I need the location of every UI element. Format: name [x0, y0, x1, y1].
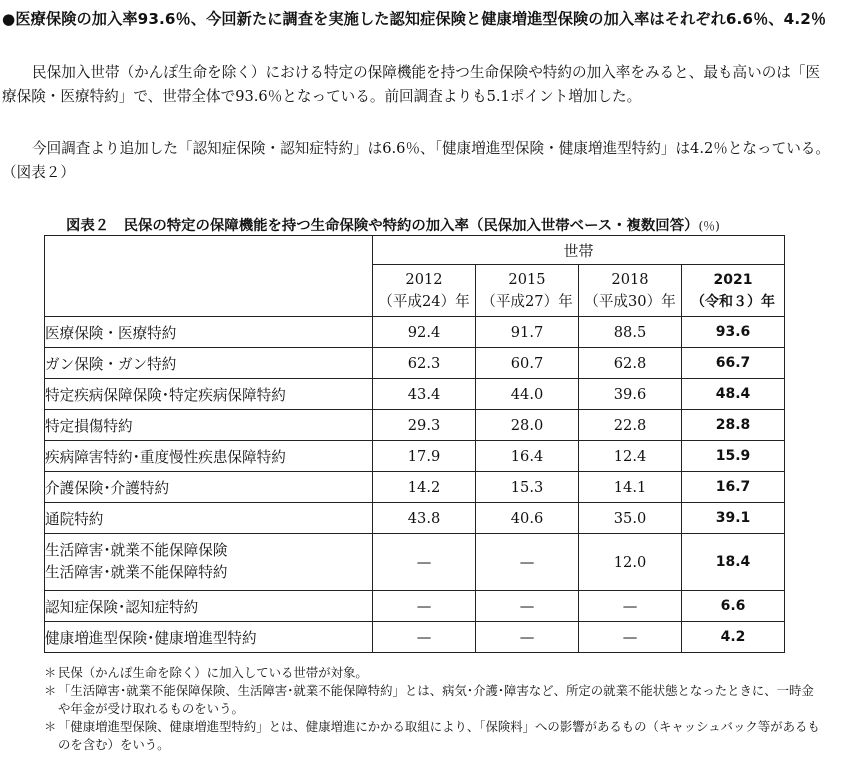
row-label: 疾病障害特約･重度慢性疾患保障特約	[45, 441, 373, 472]
year-header-2012: 2012 （平成24）年	[373, 265, 476, 317]
value-cell: 14.2	[373, 472, 476, 503]
value-cell: 22.8	[579, 410, 682, 441]
value-cell: 93.6	[682, 317, 785, 348]
value-cell: —	[579, 622, 682, 653]
value-cell: —	[476, 534, 579, 591]
year-header-2015: 2015 （平成27）年	[476, 265, 579, 317]
table-unit: (％)	[698, 219, 720, 233]
value-cell: 15.9	[682, 441, 785, 472]
value-cell: —	[373, 534, 476, 591]
value-cell: 14.1	[579, 472, 682, 503]
row-label: 特定疾病保障保険･特定疾病保障特約	[45, 379, 373, 410]
value-cell: 12.0	[579, 534, 682, 591]
table-row	[45, 441, 785, 472]
value-cell: —	[476, 622, 579, 653]
footnote-3: ＊ 「健康増進型保険、健康増進型特約」とは、健康増進にかかる取組により、「保険料」への影響があるもの（キャッシュバック等があるものを含む）をいう。	[44, 719, 820, 752]
table-row	[45, 622, 785, 653]
value-cell: 39.6	[579, 379, 682, 410]
footnote-2: ＊ 「生活障害･就業不能保障保険、生活障害･就業不能保障特約」とは、病気･介護･障害など、所定の就業不能状態となったときに、一時金や年金が受け取れるものをいう。	[44, 683, 814, 716]
value-cell: 15.3	[476, 472, 579, 503]
value-cell: 12.4	[579, 441, 682, 472]
value-cell: 43.4	[373, 379, 476, 410]
value-cell: 29.3	[373, 410, 476, 441]
value-cell: 4.2	[682, 622, 785, 653]
table-caption	[66, 214, 826, 235]
table-row	[45, 379, 785, 410]
value-cell: —	[476, 591, 579, 622]
value-cell: 35.0	[579, 503, 682, 534]
row-label: 認知症保険･認知症特約	[45, 591, 373, 622]
row-label: 医療保険・医療特約	[45, 317, 373, 348]
value-cell: 16.7	[682, 472, 785, 503]
value-cell: —	[373, 591, 476, 622]
table-row	[45, 503, 785, 534]
value-cell: —	[579, 591, 682, 622]
value-cell: 17.9	[373, 441, 476, 472]
table-row	[45, 317, 785, 348]
value-cell: 43.8	[373, 503, 476, 534]
value-cell: 66.7	[682, 348, 785, 379]
row-label: 介護保険･介護特約	[45, 472, 373, 503]
value-cell: 39.1	[682, 503, 785, 534]
value-cell: 18.4	[682, 534, 785, 591]
table-row	[45, 410, 785, 441]
row-label: ガン保険・ガン特約	[45, 348, 373, 379]
row-label: 生活障害･就業不能保障保険 生活障害･就業不能保障特約	[45, 534, 373, 591]
value-cell: 6.6	[682, 591, 785, 622]
row-label: 健康増進型保険･健康増進型特約	[45, 622, 373, 653]
coverage-rate-table	[44, 235, 785, 653]
table-row	[45, 472, 785, 503]
year-header-2021: 2021 （令和３）年	[682, 265, 785, 317]
value-cell: 16.4	[476, 441, 579, 472]
value-cell: 91.7	[476, 317, 579, 348]
table-corner-cell	[45, 236, 373, 317]
value-cell: 28.8	[682, 410, 785, 441]
value-cell: 48.4	[682, 379, 785, 410]
body-paragraph-2: 今回調査より追加した「認知症保険・認知症特約」は6.6％、「健康増進型保険・健康増進型特約」は4.2％となっている。（図表２）	[2, 140, 830, 181]
value-cell: 44.0	[476, 379, 579, 410]
value-cell: 62.8	[579, 348, 682, 379]
table-title: 図表２ 民保の特定の保障機能を持つ生命保険や特約の加入率（民保加入世帯ベース・複数回答）	[66, 218, 699, 234]
value-cell: 62.3	[373, 348, 476, 379]
value-cell: 40.6	[476, 503, 579, 534]
value-cell: —	[373, 622, 476, 653]
table-row	[45, 534, 785, 591]
section-headline: ●医療保険の加入率93.6％、今回新たに調査を実施した認知症保険と健康増進型保険の加入率はそれぞれ6.6％、4.2％	[2, 10, 827, 28]
value-cell: 92.4	[373, 317, 476, 348]
footnote-1: ＊ 民保（かんぽ生命を除く）に加入している世帯が対象。	[44, 665, 368, 680]
body-paragraph-1: 民保加入世帯（かんぽ生命を除く）における特定の保障機能を持つ生命保険や特約の加入率をみると、最も高いのは「医療保険・医療特約」で、世帯全体で93.6％となっている。前回調査よりも5.1ポイント増加した。	[2, 64, 821, 105]
row-label: 特定損傷特約	[45, 410, 373, 441]
value-cell: 88.5	[579, 317, 682, 348]
table-row	[45, 348, 785, 379]
year-header-2018: 2018 （平成30）年	[579, 265, 682, 317]
value-cell: 60.7	[476, 348, 579, 379]
footnotes	[44, 664, 824, 754]
row-label: 通院特約	[45, 503, 373, 534]
table-row	[45, 591, 785, 622]
group-header: 世帯	[373, 236, 785, 265]
value-cell: 28.0	[476, 410, 579, 441]
